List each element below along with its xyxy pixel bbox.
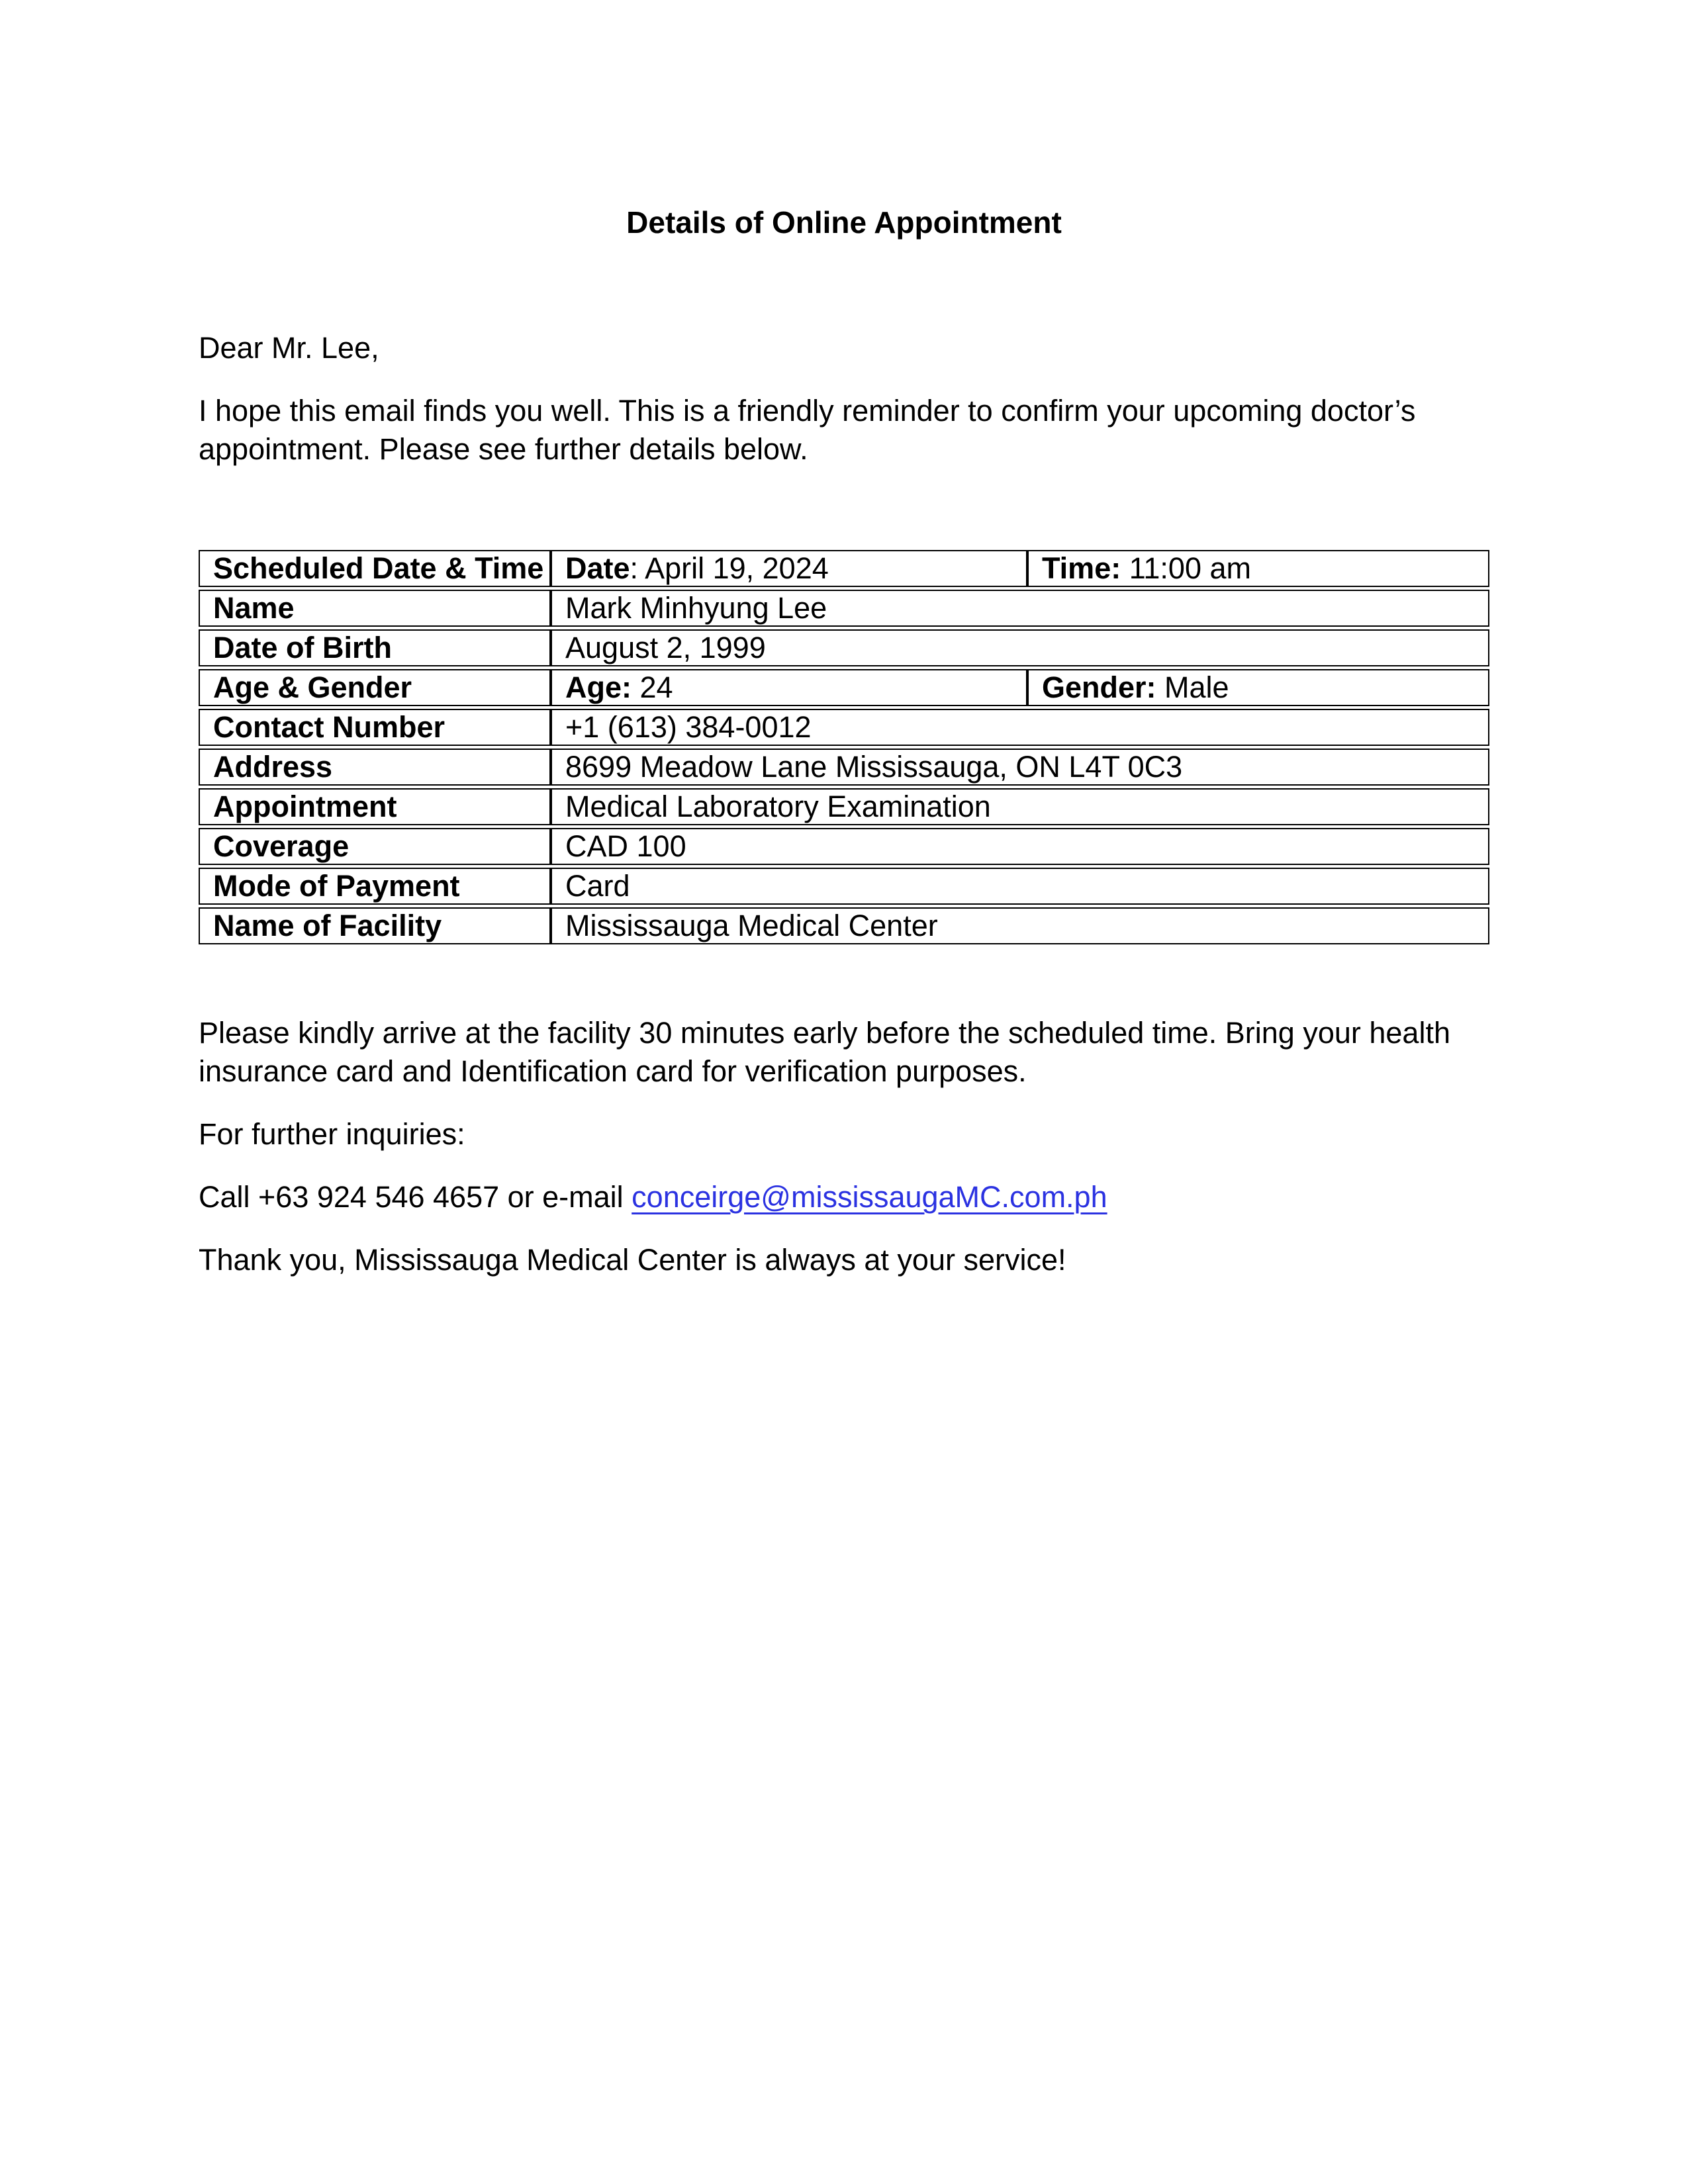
- document-title: Details of Online Appointment: [626, 205, 1062, 240]
- inquiries-label: For further inquiries:: [199, 1117, 465, 1151]
- age-key-label: Age:: [565, 670, 632, 704]
- gender-value-cell: [1027, 669, 1489, 706]
- appointment-details-table: [199, 547, 1489, 947]
- table-row-name: [199, 590, 1489, 627]
- table-row-coverage: [199, 828, 1489, 865]
- dob-label-cell: Date of Birth: [199, 629, 551, 666]
- dob-value-cell: August 2, 1999: [551, 629, 1489, 666]
- call-text: Call +63 924 546 4657 or e-mail: [199, 1180, 632, 1214]
- date-key-label: Date: [565, 551, 630, 585]
- name-value-cell: Mark Minhyung Lee: [551, 590, 1489, 627]
- contact-value-cell: +1 (613) 384-0012: [551, 709, 1489, 746]
- table-row-contact-number: [199, 709, 1489, 746]
- address-label-cell: Address: [199, 749, 551, 786]
- payment-label-cell: Mode of Payment: [199, 868, 551, 905]
- contact-label-cell: Contact Number: [199, 709, 551, 746]
- gender-key-label: Gender:: [1042, 670, 1156, 704]
- coverage-value-cell: CAD 100: [551, 828, 1489, 865]
- table-row-date-of-birth: [199, 629, 1489, 666]
- age-gender-label-cell: Age & Gender: [199, 669, 551, 706]
- time-value-cell: [1027, 550, 1489, 587]
- age-value-cell: [551, 669, 1027, 706]
- intro-line-2: appointment. Please see further details below.: [199, 432, 808, 466]
- time-key-label: Time:: [1042, 551, 1121, 585]
- facility-value-cell: Mississauga Medical Center: [551, 907, 1489, 944]
- payment-value-cell: Card: [551, 868, 1489, 905]
- time-value: 11:00 am: [1121, 551, 1251, 585]
- gender-value: Male: [1156, 670, 1229, 704]
- schedule-label-cell: Scheduled Date & Time: [199, 550, 551, 587]
- table-row-facility: [199, 907, 1489, 944]
- arrival-line-2: insurance card and Identification card for verification purposes.: [199, 1054, 1027, 1088]
- table-row-mode-of-payment: [199, 868, 1489, 905]
- appointment-label-cell: Appointment: [199, 788, 551, 825]
- intro-line-1: I hope this email finds you well. This is a friendly reminder to confirm your upcoming doctor’s: [199, 394, 1416, 428]
- date-value-cell: [551, 550, 1027, 587]
- date-value: : April 19, 2024: [630, 551, 829, 585]
- closing-text: Thank you, Mississauga Medical Center is always at your service!: [199, 1243, 1066, 1277]
- intro-paragraph: [199, 392, 1489, 469]
- contact-line: [199, 1178, 1489, 1216]
- age-value: 24: [632, 670, 673, 704]
- arrival-instructions: [199, 1014, 1489, 1091]
- facility-label-cell: Name of Facility: [199, 907, 551, 944]
- arrival-line-1: Please kindly arrive at the facility 30 minutes early before the scheduled time. Bring your health: [199, 1016, 1450, 1050]
- address-value-cell: 8699 Meadow Lane Mississauga, ON L4T 0C3: [551, 749, 1489, 786]
- name-label-cell: Name: [199, 590, 551, 627]
- table-row-appointment: [199, 788, 1489, 825]
- greeting-text: Dear Mr. Lee,: [199, 331, 379, 365]
- appointment-value-cell: Medical Laboratory Examination: [551, 788, 1489, 825]
- table-row-age-gender: [199, 669, 1489, 706]
- email-link[interactable]: conceirge@mississaugaMC.com.ph: [632, 1180, 1107, 1214]
- table-row-schedule: [199, 550, 1489, 587]
- table-row-address: [199, 749, 1489, 786]
- coverage-label-cell: Coverage: [199, 828, 551, 865]
